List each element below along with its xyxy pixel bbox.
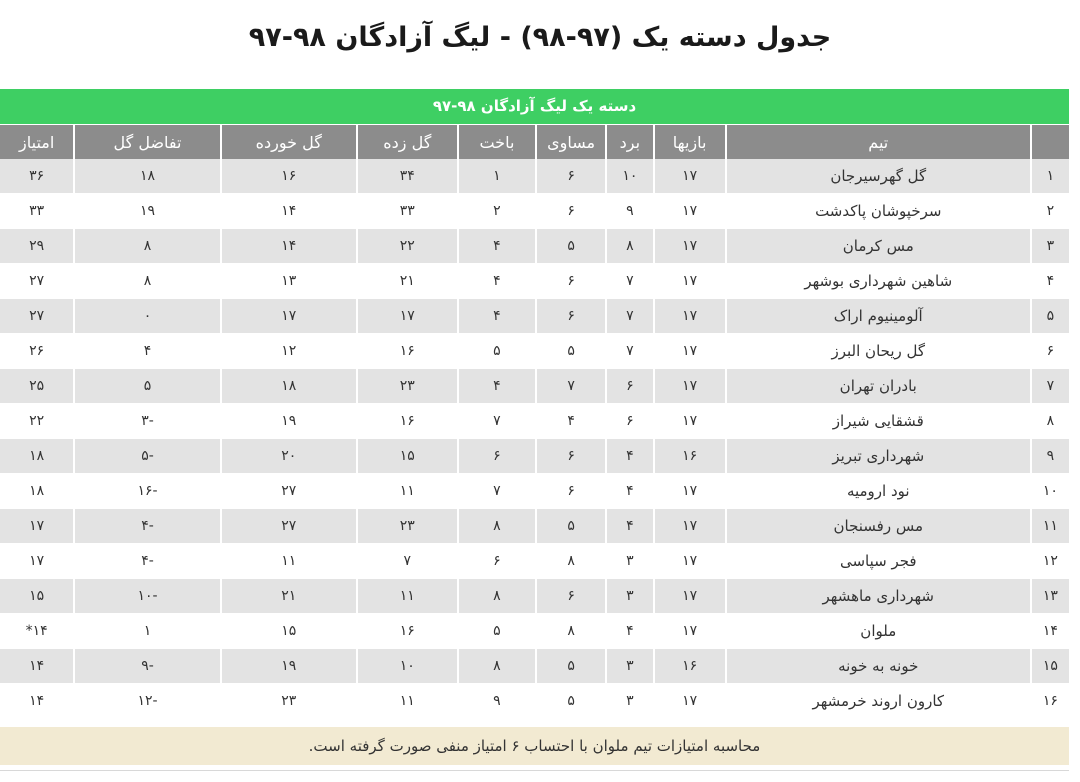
header-row [0, 124, 1069, 159]
standings-table-container [0, 89, 1069, 719]
won-cell: ۳ [607, 544, 652, 579]
points-cell: ۲۷ [0, 264, 73, 299]
goals-for-cell: ۲۲ [358, 229, 457, 264]
won-cell: ۳ [607, 684, 652, 719]
rank-cell: ۹ [1032, 439, 1069, 474]
goal-difference-cell: ۴ [75, 334, 219, 369]
rank-cell: ۸ [1032, 404, 1069, 439]
points-cell: ۲۷ [0, 299, 73, 334]
won-cell: ۶ [607, 404, 652, 439]
bottom-divider [0, 770, 1069, 771]
header-rank [1032, 124, 1069, 159]
played-cell: ۱۷ [655, 474, 725, 509]
goal-difference-cell: ۰ [75, 299, 219, 334]
goals-against-cell: ۱۶ [222, 159, 356, 194]
goal-difference-cell: -۴ [75, 509, 219, 544]
goals-for-cell: ۷ [358, 544, 457, 579]
played-cell: ۱۷ [655, 159, 725, 194]
won-cell: ۴ [607, 509, 652, 544]
table-row [0, 649, 1069, 684]
played-cell: ۱۷ [655, 614, 725, 649]
lost-cell: ۸ [459, 579, 535, 614]
goals-against-cell: ۲۷ [222, 474, 356, 509]
team-cell: فجر سپاسی [727, 544, 1030, 579]
drawn-cell: ۶ [537, 474, 605, 509]
team-cell: سرخپوشان پاکدشت [727, 194, 1030, 229]
header-played: بازیها [655, 124, 725, 159]
team-cell: کارون اروند خرمشهر [727, 684, 1030, 719]
played-cell: ۱۷ [655, 264, 725, 299]
team-cell: نود ارومیه [727, 474, 1030, 509]
table-row [0, 509, 1069, 544]
header-won: برد [607, 124, 652, 159]
goals-against-cell: ۱۴ [222, 229, 356, 264]
league-banner: دسته یک لیگ آزادگان ۹۸-۹۷ [0, 89, 1069, 124]
played-cell: ۱۷ [655, 334, 725, 369]
played-cell: ۱۷ [655, 404, 725, 439]
lost-cell: ۶ [459, 439, 535, 474]
goal-difference-cell: -۳ [75, 404, 219, 439]
lost-cell: ۶ [459, 544, 535, 579]
goal-difference-cell: -۱۰ [75, 579, 219, 614]
goal-difference-cell: ۸ [75, 264, 219, 299]
table-row [0, 229, 1069, 264]
goals-for-cell: ۱۰ [358, 649, 457, 684]
won-cell: ۱۰ [607, 159, 652, 194]
goals-for-cell: ۱۷ [358, 299, 457, 334]
rank-cell: ۱۰ [1032, 474, 1069, 509]
table-row [0, 684, 1069, 719]
rank-cell: ۱۶ [1032, 684, 1069, 719]
lost-cell: ۴ [459, 299, 535, 334]
points-cell: ۱۸ [0, 474, 73, 509]
drawn-cell: ۶ [537, 194, 605, 229]
table-row [0, 369, 1069, 404]
table-row [0, 264, 1069, 299]
goals-against-cell: ۲۷ [222, 509, 356, 544]
won-cell: ۷ [607, 334, 652, 369]
goal-difference-cell: ۱ [75, 614, 219, 649]
header-team: تیم [727, 124, 1030, 159]
standings-table [0, 124, 1071, 719]
drawn-cell: ۴ [537, 404, 605, 439]
drawn-cell: ۵ [537, 334, 605, 369]
header-points: امتیاز [0, 124, 73, 159]
lost-cell: ۸ [459, 649, 535, 684]
won-cell: ۸ [607, 229, 652, 264]
rank-cell: ۲ [1032, 194, 1069, 229]
team-cell: گل ریحان البرز [727, 334, 1030, 369]
goals-for-cell: ۱۶ [358, 334, 457, 369]
header-goals-for: گل زده [358, 124, 457, 159]
goals-for-cell: ۱۱ [358, 579, 457, 614]
goals-for-cell: ۱۱ [358, 474, 457, 509]
points-cell: ۱۵ [0, 579, 73, 614]
team-cell: مس کرمان [727, 229, 1030, 264]
goals-for-cell: ۳۴ [358, 159, 457, 194]
goals-for-cell: ۲۳ [358, 509, 457, 544]
lost-cell: ۴ [459, 229, 535, 264]
goals-against-cell: ۱۱ [222, 544, 356, 579]
points-cell: ۲۹ [0, 229, 73, 264]
table-row [0, 439, 1069, 474]
rank-cell: ۳ [1032, 229, 1069, 264]
goals-against-cell: ۱۵ [222, 614, 356, 649]
rank-cell: ۱۱ [1032, 509, 1069, 544]
rank-cell: ۱۴ [1032, 614, 1069, 649]
table-row [0, 194, 1069, 229]
played-cell: ۱۷ [655, 369, 725, 404]
header-lost: باخت [459, 124, 535, 159]
table-row [0, 614, 1069, 649]
rank-cell: ۴ [1032, 264, 1069, 299]
drawn-cell: ۸ [537, 614, 605, 649]
table-row [0, 334, 1069, 369]
goals-against-cell: ۲۱ [222, 579, 356, 614]
goals-against-cell: ۱۹ [222, 404, 356, 439]
header-goals-against: گل خورده [222, 124, 356, 159]
goal-difference-cell: -۵ [75, 439, 219, 474]
page-title: جدول دسته یک (۹۷-۹۸) - لیگ آزادگان ۹۸-۹۷ [248, 22, 832, 53]
goals-against-cell: ۱۷ [222, 299, 356, 334]
lost-cell: ۵ [459, 334, 535, 369]
header-goal-difference: تفاضل گل [75, 124, 219, 159]
goals-against-cell: ۱۳ [222, 264, 356, 299]
points-cell: ۱۸ [0, 439, 73, 474]
lost-cell: ۹ [459, 684, 535, 719]
team-cell: خونه به خونه [727, 649, 1030, 684]
table-row [0, 299, 1069, 334]
footnote: محاسبه امتیازات تیم ملوان با احتساب ۶ امتیاز منفی صورت گرفته است. [0, 727, 1069, 765]
won-cell: ۶ [607, 369, 652, 404]
team-cell: قشقایی شیراز [727, 404, 1030, 439]
drawn-cell: ۵ [537, 229, 605, 264]
points-cell: ۱۷ [0, 509, 73, 544]
team-cell: گل گهرسیرجان [727, 159, 1030, 194]
drawn-cell: ۵ [537, 509, 605, 544]
goal-difference-cell: ۱۸ [75, 159, 219, 194]
goals-against-cell: ۱۸ [222, 369, 356, 404]
points-cell: ۳۳ [0, 194, 73, 229]
rank-cell: ۱۳ [1032, 579, 1069, 614]
rank-cell: ۵ [1032, 299, 1069, 334]
played-cell: ۱۷ [655, 194, 725, 229]
drawn-cell: ۵ [537, 684, 605, 719]
drawn-cell: ۶ [537, 439, 605, 474]
lost-cell: ۵ [459, 614, 535, 649]
goal-difference-cell: -۴ [75, 544, 219, 579]
goal-difference-cell: -۱۲ [75, 684, 219, 719]
goal-difference-cell: -۹ [75, 649, 219, 684]
lost-cell: ۷ [459, 404, 535, 439]
won-cell: ۴ [607, 614, 652, 649]
goal-difference-cell: ۸ [75, 229, 219, 264]
points-cell: ۱۷ [0, 544, 73, 579]
played-cell: ۱۷ [655, 544, 725, 579]
team-cell: شاهین شهرداری بوشهر [727, 264, 1030, 299]
team-cell: شهرداری تبریز [727, 439, 1030, 474]
played-cell: ۱۷ [655, 509, 725, 544]
goals-against-cell: ۱۹ [222, 649, 356, 684]
points-cell: ۱۴* [0, 614, 73, 649]
goals-for-cell: ۱۵ [358, 439, 457, 474]
team-cell: ملوان [727, 614, 1030, 649]
won-cell: ۳ [607, 649, 652, 684]
drawn-cell: ۶ [537, 579, 605, 614]
lost-cell: ۱ [459, 159, 535, 194]
drawn-cell: ۶ [537, 299, 605, 334]
goals-for-cell: ۱۶ [358, 404, 457, 439]
won-cell: ۹ [607, 194, 652, 229]
drawn-cell: ۷ [537, 369, 605, 404]
goal-difference-cell: ۵ [75, 369, 219, 404]
goals-for-cell: ۲۳ [358, 369, 457, 404]
lost-cell: ۴ [459, 369, 535, 404]
rank-cell: ۷ [1032, 369, 1069, 404]
points-cell: ۱۴ [0, 649, 73, 684]
goals-against-cell: ۱۴ [222, 194, 356, 229]
lost-cell: ۸ [459, 509, 535, 544]
points-cell: ۱۴ [0, 684, 73, 719]
played-cell: ۱۶ [655, 439, 725, 474]
goals-against-cell: ۱۲ [222, 334, 356, 369]
goals-for-cell: ۲۱ [358, 264, 457, 299]
table-row [0, 159, 1069, 194]
goals-for-cell: ۱۱ [358, 684, 457, 719]
lost-cell: ۲ [459, 194, 535, 229]
drawn-cell: ۸ [537, 544, 605, 579]
played-cell: ۱۷ [655, 684, 725, 719]
team-cell: شهرداری ماهشهر [727, 579, 1030, 614]
points-cell: ۳۶ [0, 159, 73, 194]
won-cell: ۷ [607, 299, 652, 334]
goals-against-cell: ۲۰ [222, 439, 356, 474]
drawn-cell: ۶ [537, 264, 605, 299]
lost-cell: ۴ [459, 264, 535, 299]
points-cell: ۲۵ [0, 369, 73, 404]
table-row [0, 474, 1069, 509]
header-drawn: مساوی [537, 124, 605, 159]
table-row [0, 579, 1069, 614]
goals-against-cell: ۲۳ [222, 684, 356, 719]
played-cell: ۱۶ [655, 649, 725, 684]
rank-cell: ۱۵ [1032, 649, 1069, 684]
rank-cell: ۶ [1032, 334, 1069, 369]
drawn-cell: ۵ [537, 649, 605, 684]
played-cell: ۱۷ [655, 299, 725, 334]
won-cell: ۳ [607, 579, 652, 614]
goals-for-cell: ۳۳ [358, 194, 457, 229]
table-row [0, 544, 1069, 579]
team-cell: آلومینیوم اراک [727, 299, 1030, 334]
team-cell: مس رفسنجان [727, 509, 1030, 544]
goal-difference-cell: -۱۶ [75, 474, 219, 509]
points-cell: ۲۶ [0, 334, 73, 369]
drawn-cell: ۶ [537, 159, 605, 194]
goals-for-cell: ۱۶ [358, 614, 457, 649]
goal-difference-cell: ۱۹ [75, 194, 219, 229]
points-cell: ۲۲ [0, 404, 73, 439]
won-cell: ۴ [607, 474, 652, 509]
lost-cell: ۷ [459, 474, 535, 509]
team-cell: بادران تهران [727, 369, 1030, 404]
won-cell: ۴ [607, 439, 652, 474]
table-row [0, 404, 1069, 439]
won-cell: ۷ [607, 264, 652, 299]
played-cell: ۱۷ [655, 229, 725, 264]
rank-cell: ۱ [1032, 159, 1069, 194]
rank-cell: ۱۲ [1032, 544, 1069, 579]
played-cell: ۱۷ [655, 579, 725, 614]
